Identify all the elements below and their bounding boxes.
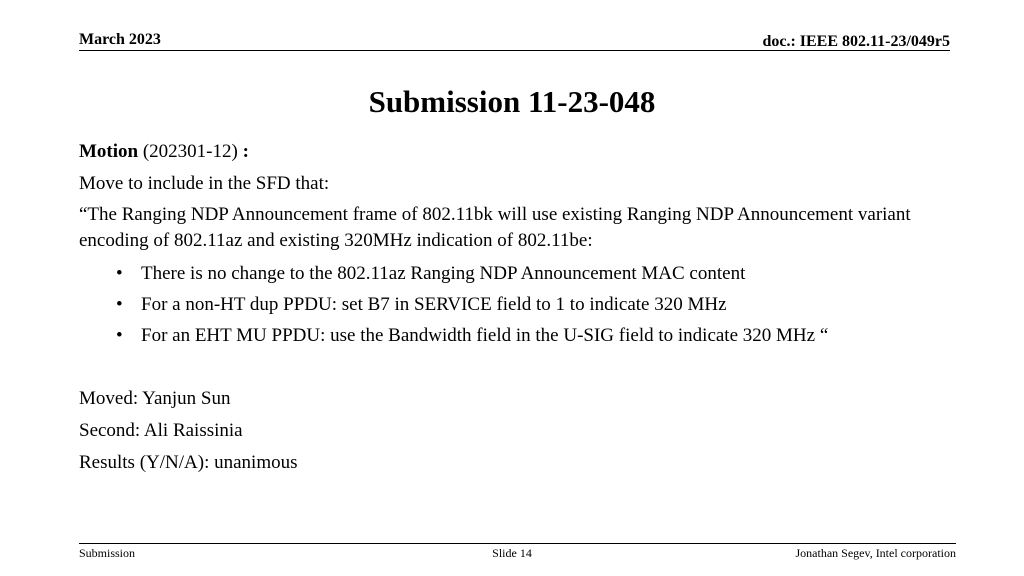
motion-line [79, 136, 959, 168]
list-item [79, 320, 959, 351]
footer-left: Submission [79, 546, 136, 560]
bullet-text: There is no change to the 802.11az Ranging NDP Announcement MAC content [141, 263, 746, 284]
motion-colon: : [242, 141, 249, 162]
motion-label: Motion [79, 141, 139, 162]
vote-results: Results (Y/N/A): unanimous [79, 452, 298, 473]
footer-divider [79, 543, 956, 544]
spacer [79, 351, 959, 383]
seconded-by: Second: Ali Raissinia [79, 420, 243, 441]
intro-text: Move to include in the SFD that: [79, 173, 330, 194]
header-doc-id: doc.: IEEE 802.11-23/049r5 [762, 33, 950, 50]
slide-number: Slide 14 [492, 546, 532, 560]
slide-body [79, 136, 959, 479]
header-date: March 2023 [79, 31, 161, 48]
motion-id: (202301-12) [138, 141, 243, 162]
bullet-text: For a non-HT dup PPDU: set B7 in SERVICE field to 1 to indicate 320 MHz [141, 294, 727, 315]
bullet-text: For an EHT MU PPDU: use the Bandwidth field in the U-SIG field to indicate 320 MHz “ [141, 325, 829, 346]
bullet-icon: • [116, 294, 123, 315]
quote-text: “The Ranging NDP Announcement frame of 802.11bk will use existing Ranging NDP Announcement variant encoding of 802.11az and existing 320MHz indication of 802.11be: [79, 204, 911, 251]
bullet-list [79, 258, 959, 351]
moved-by: Moved: Yanjun Sun [79, 388, 231, 409]
bullet-icon: • [116, 263, 123, 284]
bullet-icon: • [116, 325, 123, 346]
list-item [79, 258, 959, 289]
header-divider [79, 50, 950, 51]
slide-title: Submission 11-23-048 [368, 84, 656, 119]
list-item [79, 289, 959, 320]
footer-author: Jonathan Segev, Intel corporation [795, 546, 956, 560]
